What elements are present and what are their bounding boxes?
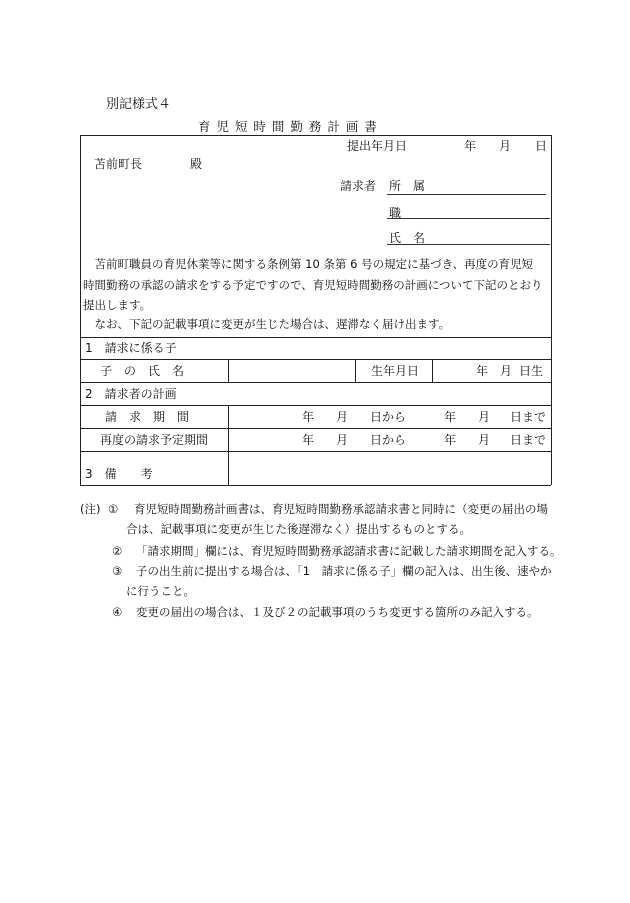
frame-left-border bbox=[80, 135, 81, 485]
submission-date-year: 年 bbox=[464, 139, 477, 153]
note-4-number: ④ bbox=[112, 605, 123, 619]
form-number: 別記様式４ bbox=[106, 97, 172, 112]
form-title: 育 児 短 時 間 勤 務 計 画 書 bbox=[198, 119, 378, 134]
note-2-number: ② bbox=[112, 544, 123, 558]
note-3-number: ③ bbox=[112, 564, 123, 578]
period-end-until: 日まで bbox=[510, 410, 547, 424]
next-start-year: 年 bbox=[302, 433, 315, 447]
note-4-line-1: 変更の届出の場合は、１及び２の記載事項のうち変更する箇所のみ記入する。 bbox=[136, 605, 539, 619]
next-start-month: 月 bbox=[336, 433, 349, 447]
next-start-from: 日から bbox=[370, 433, 407, 447]
table-rule-6 bbox=[80, 451, 551, 452]
table-rule-4 bbox=[80, 405, 551, 406]
position-label: 職 bbox=[389, 206, 402, 220]
next-end-year: 年 bbox=[444, 433, 457, 447]
note-1-line-1: 育児短時間勤務計画書は、育児短時間勤務承認請求書と同時に（変更の届出の場 bbox=[134, 502, 548, 516]
period-start-month: 月 bbox=[336, 410, 349, 424]
section1-heading: 1 請求に係る子 bbox=[85, 341, 177, 355]
frame-bottom-border bbox=[80, 485, 551, 486]
table-rule-1 bbox=[80, 337, 551, 338]
intro-line-2: 時間勤務の承認の請求をする予定ですので、育児短時間勤務の計画について下記のとおり bbox=[83, 278, 543, 292]
birth-date-label: 生年月日 bbox=[371, 364, 420, 378]
next-end-until: 日まで bbox=[510, 433, 547, 447]
child-name-label: 子 の 氏 名 bbox=[100, 364, 185, 378]
section3-heading: 3 備 考 bbox=[85, 467, 153, 481]
submission-date-label: 提出年月日 bbox=[347, 139, 408, 153]
table-birth-divider-left bbox=[355, 359, 356, 382]
period-start-from: 日から bbox=[370, 410, 407, 424]
next-end-month: 月 bbox=[478, 433, 491, 447]
table-rule-3 bbox=[80, 382, 551, 383]
birth-month: 月 bbox=[500, 364, 513, 378]
submission-date-month: 月 bbox=[499, 139, 512, 153]
section2-heading: 2 請求者の計画 bbox=[85, 387, 177, 401]
position-underline bbox=[387, 218, 550, 219]
submission-date-day: 日 bbox=[535, 139, 548, 153]
intro-line-4: なお、下記の記載事項に変更が生じた場合は、遅滞なく届け出ます。 bbox=[83, 317, 451, 331]
note-1-number: ① bbox=[108, 502, 119, 516]
honorific: 殿 bbox=[190, 157, 203, 171]
frame-right-border bbox=[551, 135, 552, 485]
birth-day: 日生 bbox=[519, 364, 544, 378]
note-1-line-2: 合は、記載事項に変更が生じた後遅滞なく）提出するものとする。 bbox=[126, 522, 471, 536]
table-column-divider bbox=[228, 405, 229, 485]
request-period-label: 請 求 期 間 bbox=[105, 410, 190, 424]
affiliation-label: 所 属 bbox=[389, 179, 426, 193]
frame-top-border bbox=[80, 135, 551, 136]
notes-label: (注) bbox=[80, 502, 101, 516]
name-underline bbox=[387, 244, 550, 245]
period-end-year: 年 bbox=[444, 410, 457, 424]
table-rule-2 bbox=[80, 359, 551, 360]
note-3-line-2: に行うこと。 bbox=[126, 584, 195, 598]
period-end-month: 月 bbox=[478, 410, 491, 424]
note-3-line-1: 子の出生前に提出する場合は、「1 請求に係る子」欄の記入は、出生後、速やか bbox=[136, 564, 552, 578]
note-2-line-1: 「請求期間」欄には、育児短時間勤務承認請求書に記載した請求期間を記入する。 bbox=[136, 544, 562, 558]
name-label: 氏 名 bbox=[389, 231, 426, 245]
intro-line-3: 提出します。 bbox=[83, 298, 152, 312]
addressee: 苫前町長 bbox=[94, 157, 143, 171]
table-birth-divider-right bbox=[432, 359, 433, 382]
table-column-divider bbox=[228, 359, 229, 382]
affiliation-underline bbox=[387, 194, 546, 195]
table-rule-5 bbox=[80, 428, 551, 429]
next-request-period-label: 再度の請求予定期間 bbox=[100, 433, 209, 447]
intro-line-1: 苫前町職員の育児休業等に関する条例第 10 条第 6 号の規定に基づき、再度の育児短 bbox=[83, 257, 534, 271]
birth-year: 年 bbox=[476, 364, 489, 378]
period-start-year: 年 bbox=[302, 410, 315, 424]
requester-label: 請求者 bbox=[340, 179, 377, 193]
